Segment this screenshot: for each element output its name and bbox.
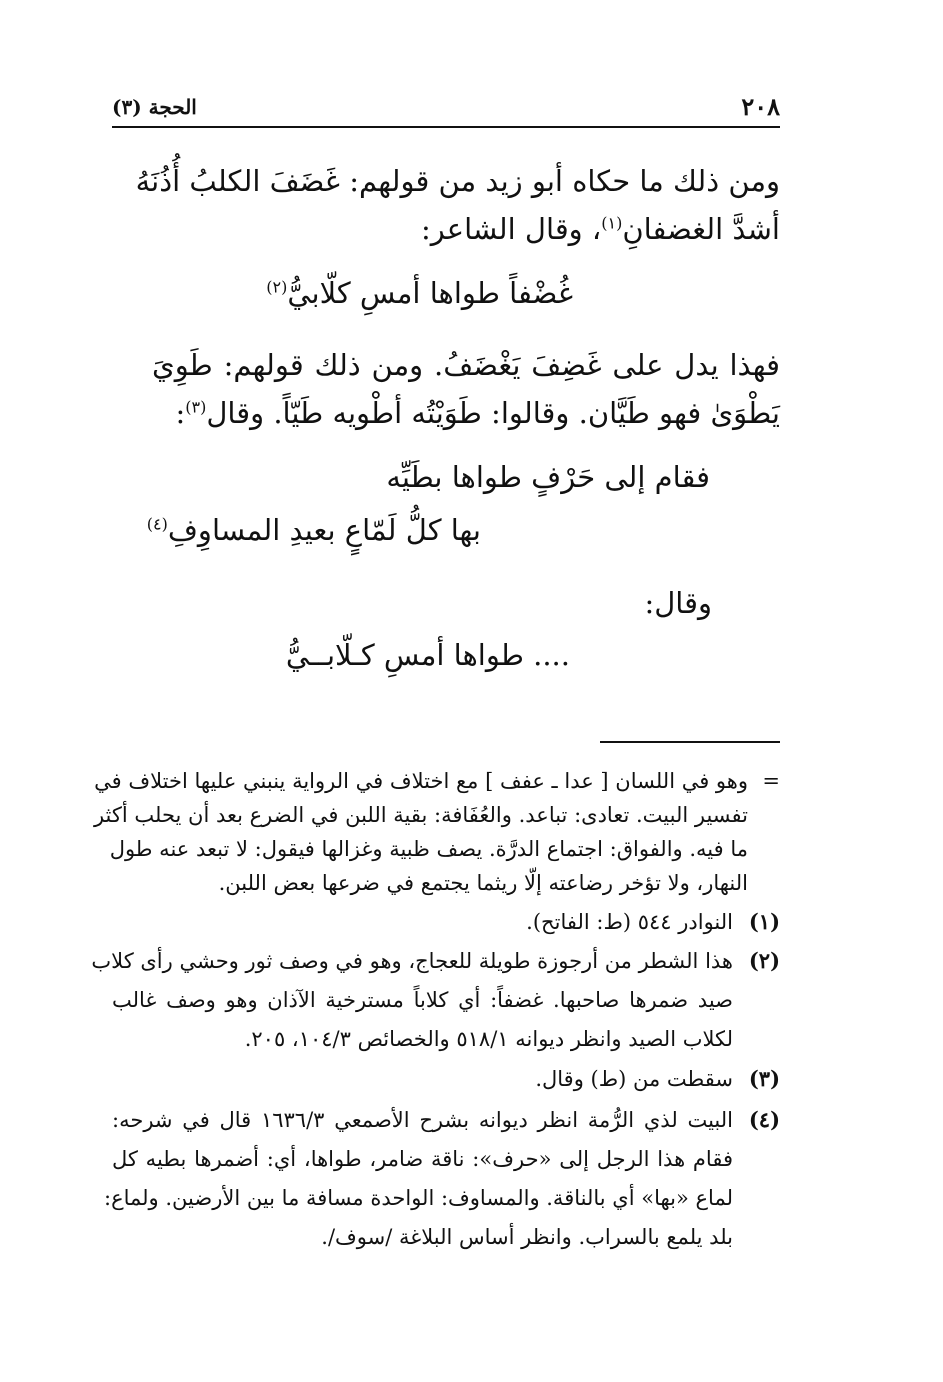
footnote-continuation-marker: =	[762, 769, 780, 793]
page-header	[112, 92, 780, 128]
paragraph-1-line-2-text: أشدَّ الغضفانِ	[622, 212, 780, 246]
footnote-ref-1: (١)	[601, 213, 623, 233]
footnote-4-line-3: لماع «بها» أي بالناقة. والمساوف: الواحدة مسافة ما بين الأرضين. ولماع:	[104, 1186, 733, 1210]
footnote-3-line-1: سقطت من (ط) وقال.	[535, 1067, 733, 1091]
paragraph-1-line-2-rest: ، وقال الشاعر:	[421, 212, 602, 246]
footnote-continuation-line-3: ما فيه. والفواق: اجتماع الدرَّة. يصف ظبية وغزالها فيقول: لا تبعد عنه طول	[109, 837, 748, 861]
verse-1	[266, 268, 573, 318]
paragraph-3-line-1: وقال:	[644, 586, 712, 620]
paragraph-2-line-2-rest: :	[175, 396, 186, 430]
paragraph-1-line-2	[112, 204, 780, 254]
footnote-4-marker: (٤)	[748, 1107, 780, 1132]
footnote-3-marker: (٣)	[748, 1066, 780, 1091]
footnote-ref-3: (٣)	[185, 397, 207, 417]
footnote-1-line-1: النوادر ٥٤٤ (ط: الفاتح).	[526, 910, 733, 934]
footnote-2-line-3: لكلاب الصيد وانظر ديوانه ٥١٨/١ والخصائص ١٠٤/٣، ٢٠٥.	[244, 1027, 733, 1051]
verse-2-line-1: فقام إلى حَرْفٍ طواها بطَيِّه	[386, 460, 710, 494]
footnote-4-line-4: بلد يلمع بالسراب. وانظر أساس البلاغة /سوف/.	[321, 1225, 733, 1249]
paragraph-1-line-1: ومن ذلك ما حكاه أبو زيد من قولهم: غَضَفَ الكلبُ أُذُنَهُ	[135, 164, 780, 198]
footnote-4-line-2: فقام هذا الرجل إلى «حرف»: ناقة ضامر، طواها، أي: أضمرها بطيه كل	[112, 1147, 733, 1171]
footnote-4-line-1: البيت لذي الرُّمة انظر ديوانه بشرح الأصمعي ١٦٣٦/٣ قال في شرحه:	[112, 1108, 733, 1132]
footnote-continuation-line-4: النهار، ولا تؤخر رضاعته إلّا ريثما يجتمع في ضرعها بعض اللبن.	[218, 871, 748, 895]
paragraph-2-line-2-text: يَطْوَىٰ فهو طَيَّان. وقالوا: طَوَيْتُه أطْويه طَيّاً. وقال	[206, 396, 780, 430]
footnote-2-marker: (٢)	[748, 948, 780, 973]
footnote-ref-4: (٤)	[146, 514, 168, 534]
footnote-2-line-1: هذا الشطر من أرجوزة طويلة للعجاج، وهو في وصف ثور وحشي رأى كلاب	[91, 949, 733, 973]
footnote-1-marker: (١)	[748, 909, 780, 934]
verse-1-text: غُضْفاً طواها أمسِ كلّابيُّ	[287, 276, 573, 310]
footnote-2-line-2: صيد ضمرها صاحبها. غضفاً: أي كلاباً مسترخية الآذان وهو وصف غالب	[112, 988, 733, 1012]
footnote-ref-2: (٢)	[266, 277, 288, 297]
paragraph-2-line-2	[112, 388, 780, 438]
verse-2-line-2	[147, 505, 481, 555]
running-title: الحجة (٣)	[112, 95, 197, 119]
footnote-separator	[600, 741, 780, 743]
paragraph-2-line-1: فهذا يدل على غَضِفَ يَغْضَفُ. ومن ذلك قولهم: طَوِيَ	[152, 348, 780, 382]
footnote-continuation-line-2: تفسير البيت. تعادى: تباعد. والعُفَافة: بقية اللبن في الضرع بعد أن يحلب أكثر	[93, 803, 748, 827]
page-number: ٢٠٨	[741, 92, 780, 121]
footnote-continuation-line-1: وهو في اللسان [ عدا ـ عفف ] مع اختلاف في الرواية ينبني عليها اختلاف في	[94, 769, 748, 793]
verse-2-line-2-text: بها كلُّ لَمّاعٍ بعيدِ المساوِفِ	[167, 513, 481, 547]
verse-3: .... طواها أمسِ كـلّابــيُّ	[285, 638, 570, 672]
